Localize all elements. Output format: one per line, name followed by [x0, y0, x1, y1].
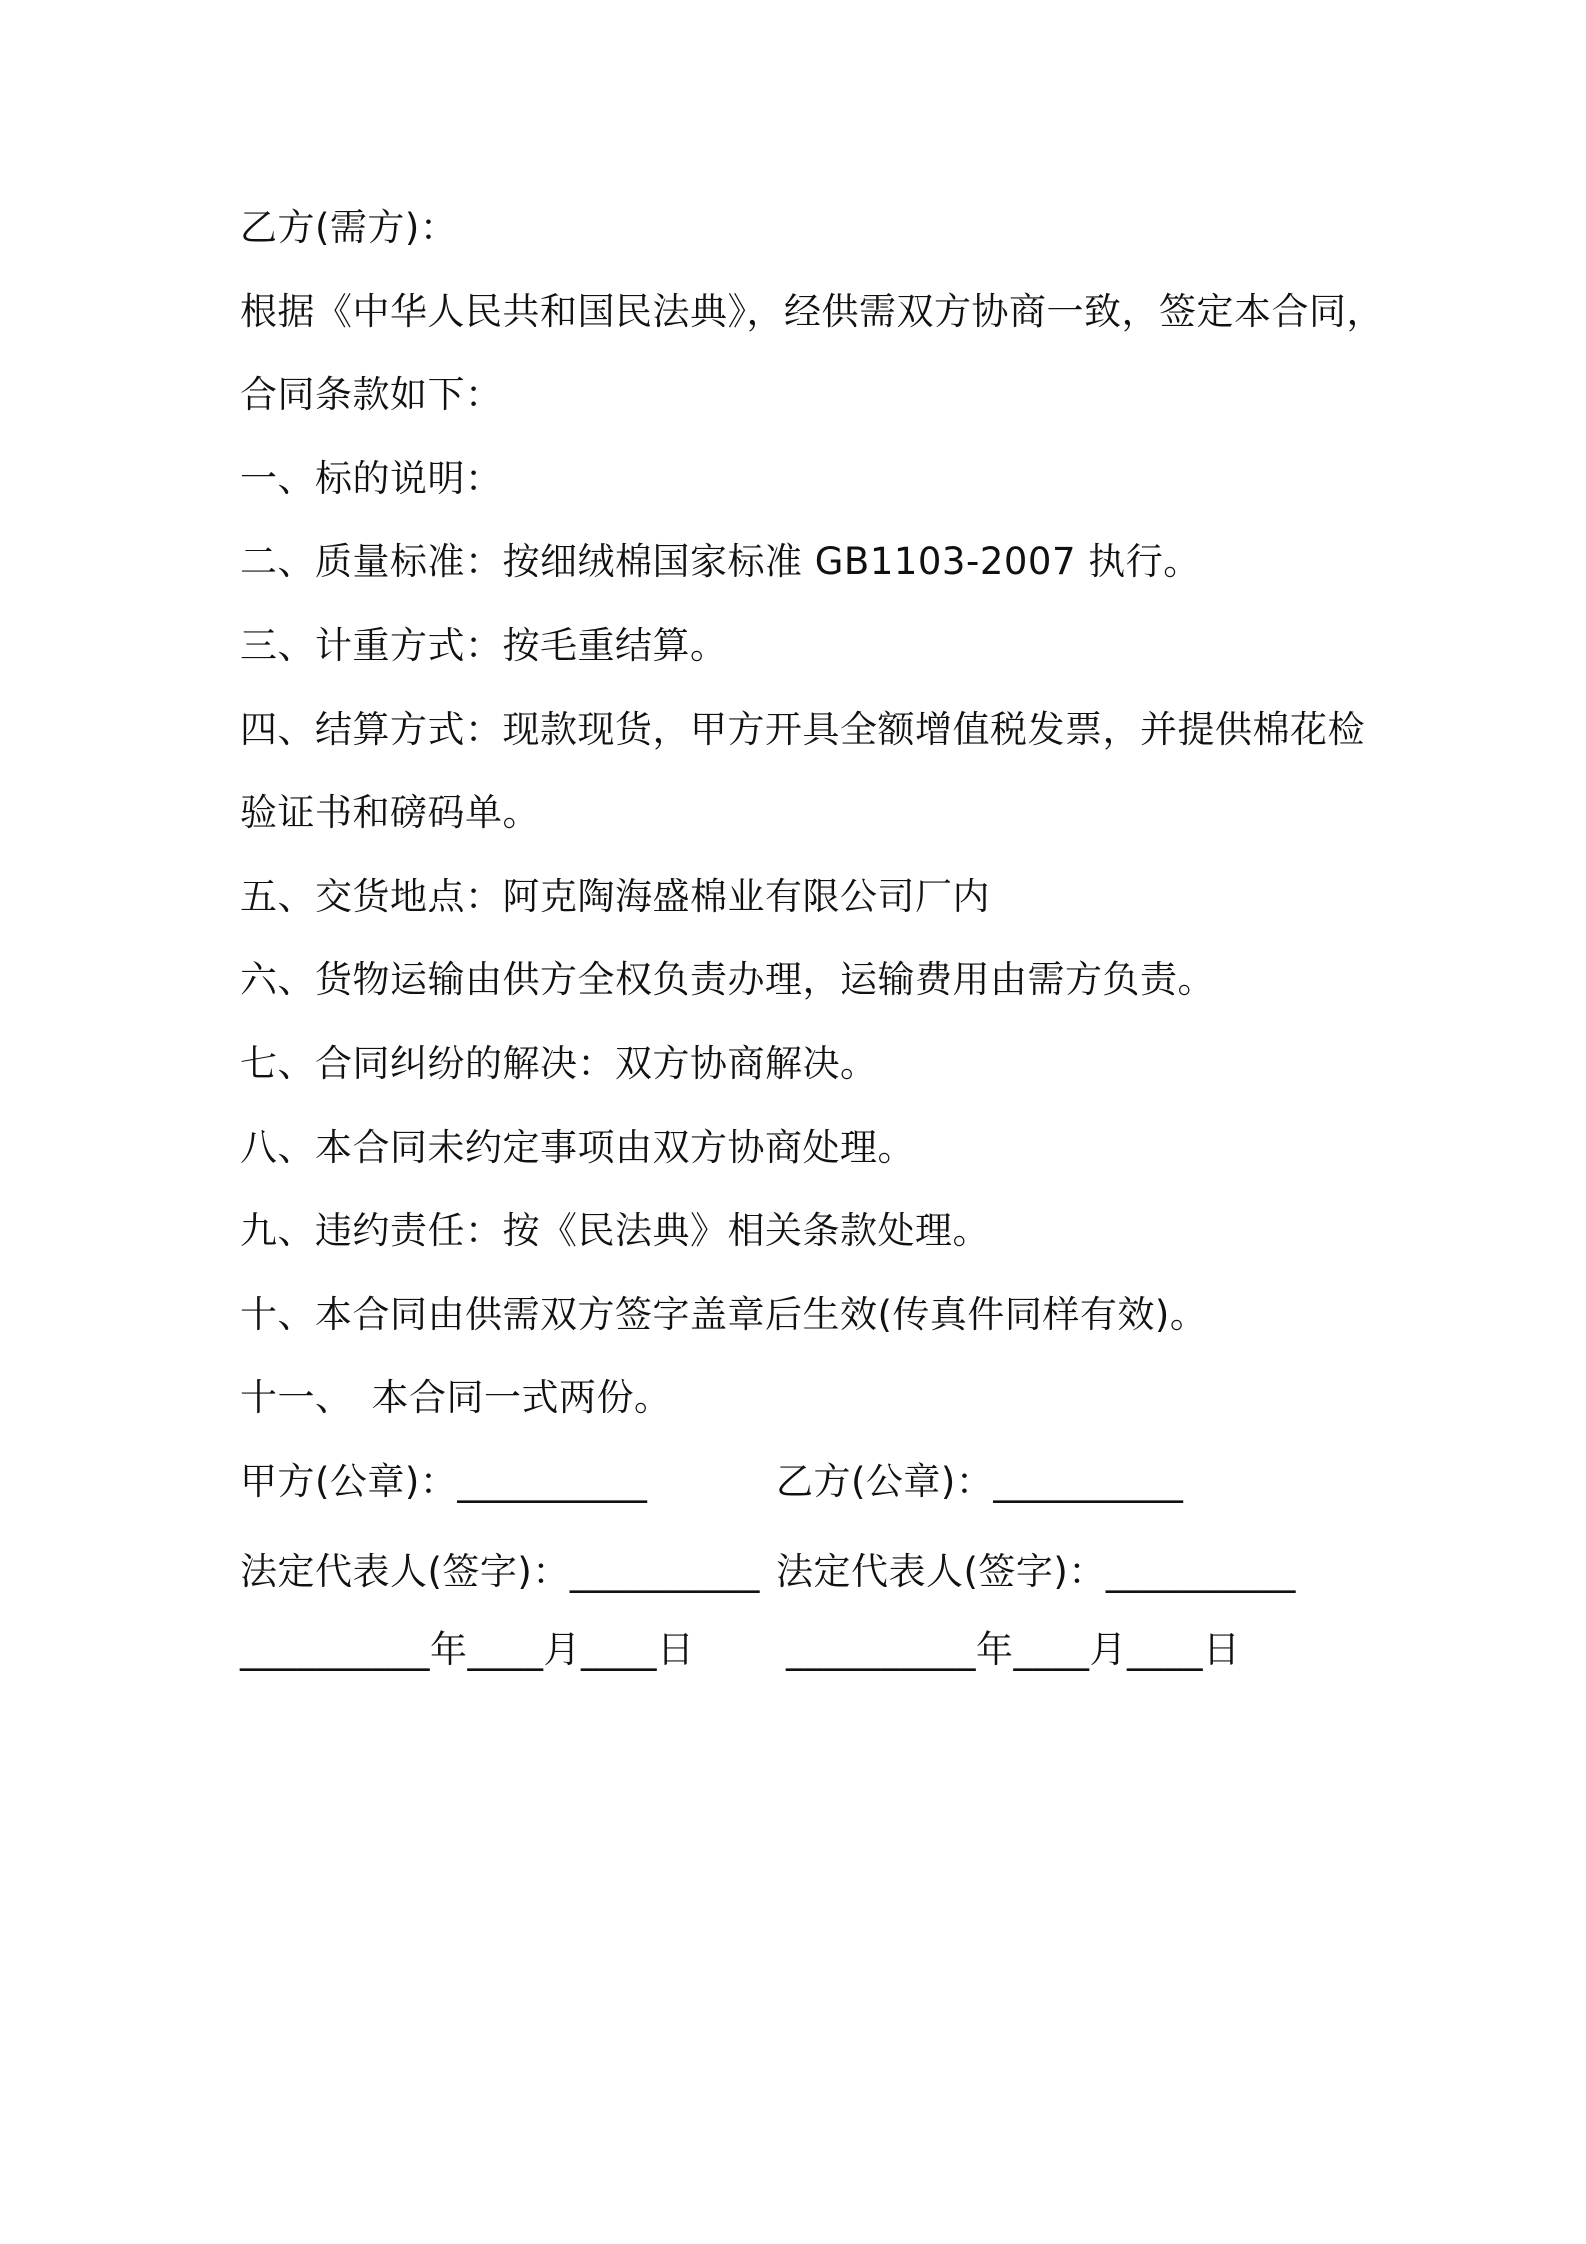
party-b-representative-line: 法定代表人(签字)：__________	[776, 1550, 1296, 1593]
clause-3: 三、计重方式：按毛重结算。	[240, 624, 728, 667]
clause-6: 六、货物运输由供方全权负责办理，运输费用由需方负责。	[240, 958, 1215, 1001]
party-a-representative-line: 法定代表人(签字)：__________	[240, 1550, 760, 1593]
clause-9: 九、违约责任：按《民法典》相关条款处理。	[240, 1209, 990, 1252]
intro-line-1: 根据《中华人民共和国民法典》，经供需双方协商一致，签定本合同，	[240, 290, 1384, 333]
party-b-seal-line: 乙方(公章)：__________	[776, 1460, 1184, 1503]
clause-2: 二、质量标准：按细绒棉国家标准 GB1103-2007 执行。	[240, 540, 1201, 583]
clause-1: 一、标的说明：	[240, 457, 503, 500]
clause-7: 七、合同纠纷的解决：双方协商解决。	[240, 1042, 878, 1085]
party-a-seal-line: 甲方(公章)：__________	[240, 1460, 648, 1503]
party-b-date-line: __________年____月____日	[786, 1628, 1241, 1671]
party-b-label: 乙方(需方)：	[240, 206, 458, 249]
party-a-date-line: __________年____月____日	[240, 1628, 695, 1671]
clause-4-continued: 验证书和磅码单。	[240, 791, 540, 834]
clause-8: 八、本合同未约定事项由双方协商处理。	[240, 1126, 915, 1169]
clause-4: 四、结算方式：现款现货，甲方开具全额增值税发票，并提供棉花检	[240, 708, 1365, 751]
intro-line-2: 合同条款如下：	[240, 373, 503, 416]
clause-10: 十、本合同由供需双方签字盖章后生效(传真件同样有效)。	[240, 1293, 1208, 1336]
clause-11: 十一、 本合同一式两份。	[240, 1376, 672, 1419]
clause-5: 五、交货地点：阿克陶海盛棉业有限公司厂内	[240, 875, 990, 918]
